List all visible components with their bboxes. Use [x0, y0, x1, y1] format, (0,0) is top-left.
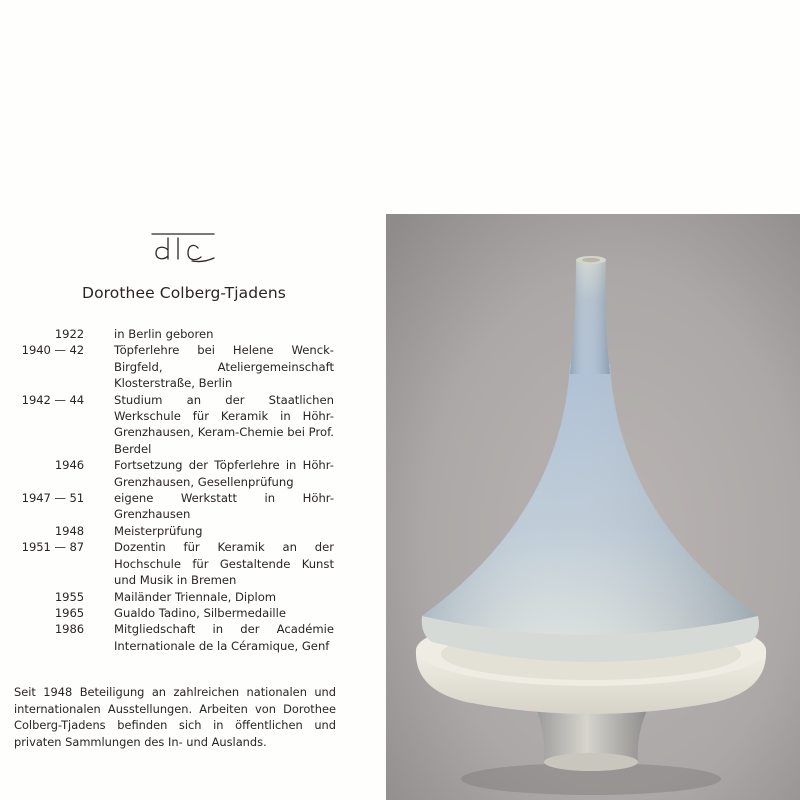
timeline-year: 1951 — 87 — [21, 540, 84, 555]
timeline-row — [14, 342, 338, 391]
timeline-year: 1947 — 51 — [21, 491, 84, 506]
timeline-text: Gualdo Tadino, Silbermedaille — [114, 605, 286, 620]
timeline-text: Fortsetzung der Töpferlehre in Höhr-Grenzhausen, Gesellenprüfung — [114, 458, 334, 489]
timeline-row — [14, 539, 338, 588]
timeline-text: in Berlin geboren — [114, 327, 214, 341]
timeline-text: eigene Werkstatt in Höhr-Grenzhausen — [114, 491, 334, 522]
ceramic-vase-image — [386, 214, 800, 800]
exhibitions-summary: Seit 1948 Beteiligung an zahlreichen nationalen und internationalen Ausstellungen. Arbeiten von Dorothee Colberg-Tjadens befinden sich in öffentlichen und privaten Sammlungen des In- und Auslands. — [14, 685, 336, 749]
monogram-signature — [148, 228, 218, 264]
artist-name-heading: Dorothee Colberg-Tjadens — [82, 284, 286, 302]
timeline-row — [14, 589, 338, 605]
timeline-year: 1965 — [54, 605, 84, 620]
timeline-year: 1942 — 44 — [21, 392, 84, 407]
timeline-text: Mailänder Triennale, Diplom — [114, 589, 277, 604]
timeline-row — [14, 523, 338, 539]
monogram-signature-mark — [148, 228, 218, 264]
timeline-text: Mitgliedschaft in der Académie Internationale de la Céramique, Genf — [114, 622, 334, 653]
timeline-year: 1955 — [54, 589, 84, 604]
timeline-year: 1948 — [54, 523, 84, 538]
timeline-row — [14, 326, 338, 342]
timeline-year: 1946 — [54, 458, 84, 473]
timeline-text: Meisterprüfung — [114, 523, 203, 538]
vase-photograph — [386, 214, 800, 800]
timeline-row — [14, 392, 338, 458]
biography-timeline — [14, 326, 338, 654]
timeline-year: 1986 — [54, 622, 84, 637]
timeline-text: Töpferlehre bei Helene Wenck-Birgfeld, Ateliergemeinschaft Klosterstraße, Berlin — [114, 343, 334, 391]
timeline-row — [14, 621, 338, 654]
timeline-row — [14, 605, 338, 621]
timeline-year: 1922 — [54, 327, 84, 341]
timeline-row — [14, 490, 338, 523]
timeline-text: Dozentin für Keramik an der Hochschule für Gestaltende Kunst und Musik in Bremen — [114, 540, 334, 588]
timeline-row — [14, 457, 338, 490]
timeline-text: Studium an der Staatlichen Werkschule für Keramik in Höhr-Grenzhausen, Keram-Chemie bei Prof. Berdel — [114, 392, 334, 456]
timeline-year: 1940 — 42 — [21, 343, 84, 358]
